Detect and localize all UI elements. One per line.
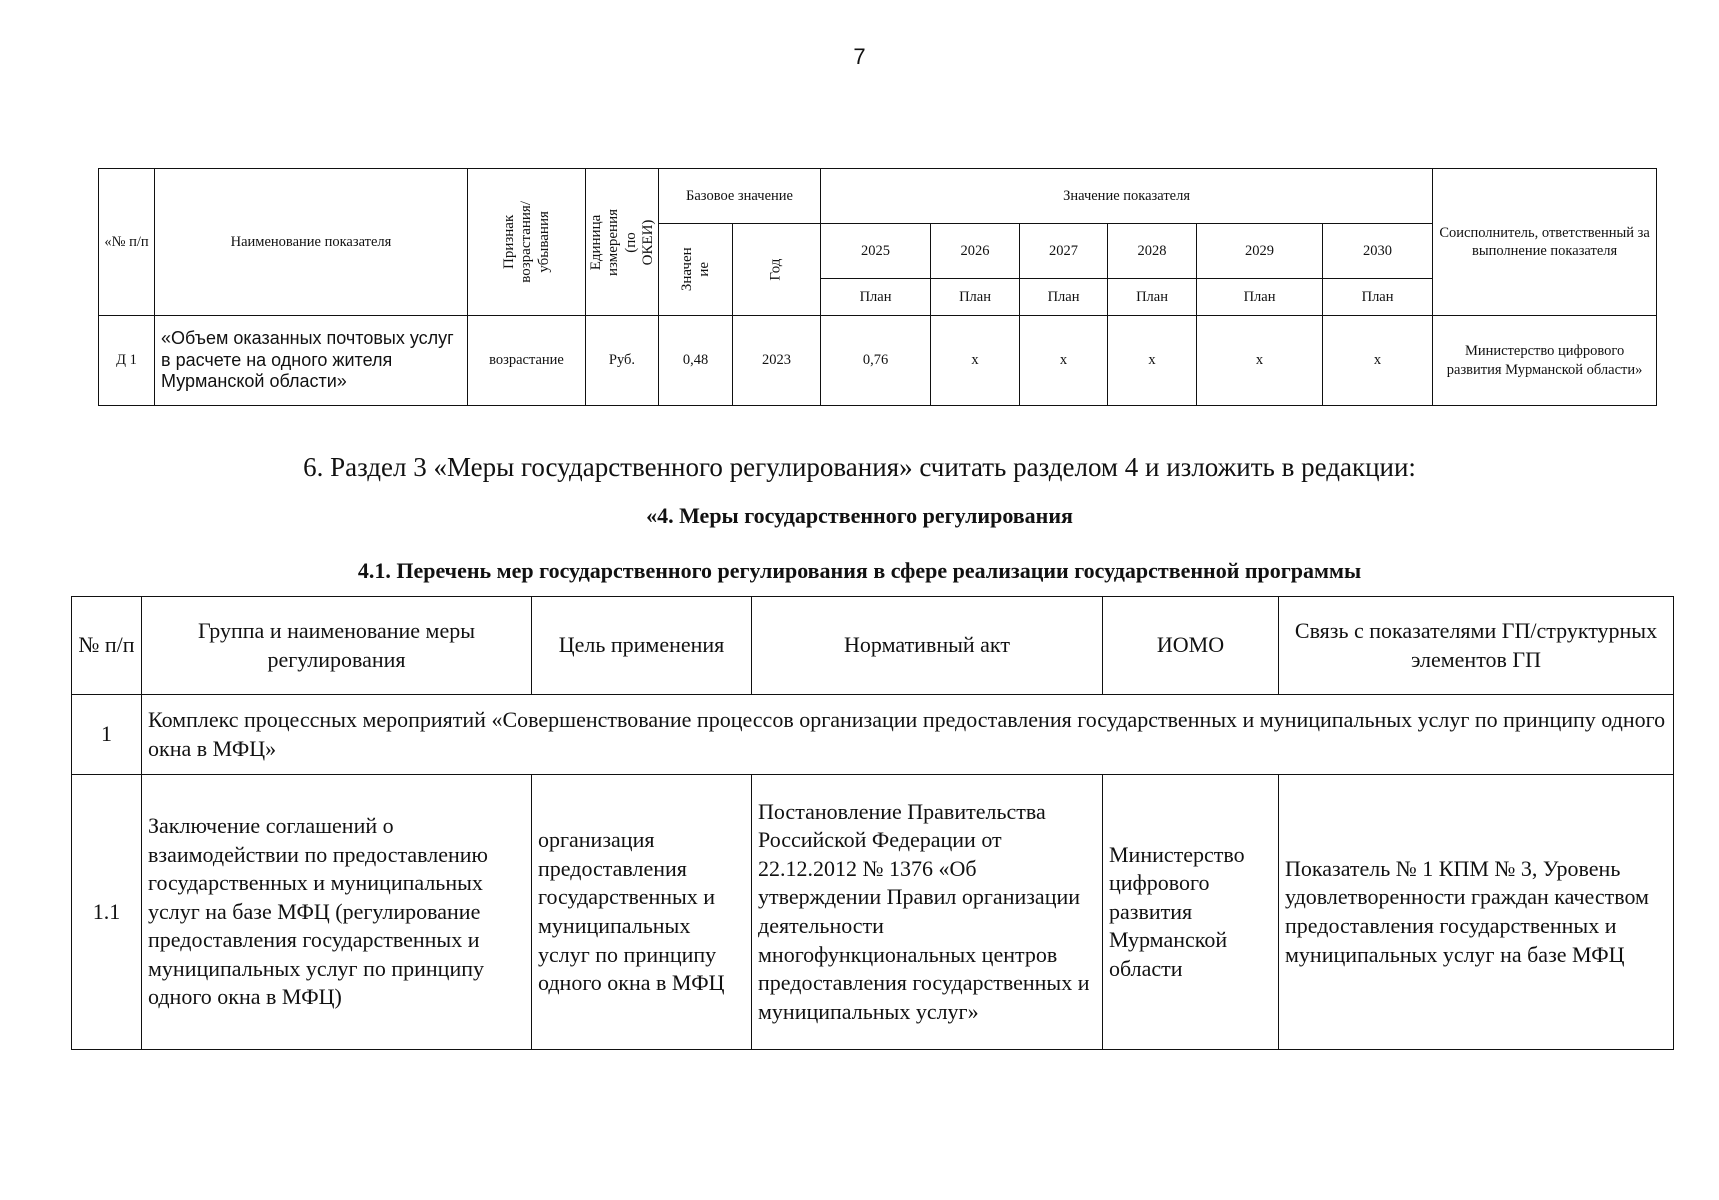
header-base-year <box>733 224 821 316</box>
measures-table <box>71 596 1674 1050</box>
group-row-num: 1 <box>72 695 142 775</box>
header-goal: Цель применения <box>532 597 752 695</box>
header-base-year-text: Год <box>767 258 784 281</box>
header-base-value <box>659 224 733 316</box>
header-base-value-text: Значен ие <box>678 247 712 292</box>
table-row <box>72 775 1674 1050</box>
header-year: 2030 <box>1323 224 1433 279</box>
header-unit <box>586 169 659 316</box>
section-heading: 6. Раздел 3 «Меры государственного регулирования» считать разделом 4 и изложить в редакции: <box>303 452 1416 482</box>
header-num: «№ п/п <box>99 169 155 316</box>
row-group: Заключение соглашений о взаимодействии по предоставлению государственных и муниципальных услуг на базе МФЦ (регулирование предоставления государственных и муниципальных услуг по принципу одного окна в МФЦ) <box>142 775 532 1050</box>
row-name: «Объем оказанных почтовых услуг в расчете на одного жителя Мурманской области» <box>155 316 468 406</box>
row-act: Постановление Правительства Российской Федерации от 22.12.2012 № 1376 «Об утверждении Правил организации деятельности многофункциональных центров предоставления государственных и муниципальных услуг» <box>752 775 1103 1050</box>
row-base-year: 2023 <box>733 316 821 406</box>
row-value: х <box>1020 316 1108 406</box>
group-row <box>72 695 1674 775</box>
header-iomo: ИОМО <box>1103 597 1279 695</box>
header-plan: План <box>1323 279 1433 316</box>
header-year: 2026 <box>931 224 1020 279</box>
row-coexecutor: Министерство цифрового развития Мурманской области» <box>1433 316 1657 406</box>
header-act: Нормативный акт <box>752 597 1103 695</box>
header-unit-text: Единица измерения (по ОКЕИ) <box>587 208 656 276</box>
row-link: Показатель № 1 КПМ № 3, Уровень удовлетворенности граждан качеством предоставления государственных и муниципальных услуг на базе МФЦ <box>1279 775 1674 1050</box>
header-link: Связь с показателями ГП/структурных элементов ГП <box>1279 597 1674 695</box>
row-base-value: 0,48 <box>659 316 733 406</box>
header-year: 2028 <box>1108 224 1197 279</box>
header-year: 2029 <box>1197 224 1323 279</box>
row-unit: Руб. <box>586 316 659 406</box>
row-value: х <box>931 316 1020 406</box>
page-number: 7 <box>853 44 866 69</box>
header-coexecutor: Соисполнитель, ответственный за выполнение показателя <box>1433 169 1657 316</box>
header-plan: План <box>821 279 931 316</box>
header-plan: План <box>1197 279 1323 316</box>
header-base: Базовое значение <box>659 169 821 224</box>
header-sign-text: Признак возрастания/ убывания <box>500 201 552 283</box>
header-num: № п/п <box>72 597 142 695</box>
indicators-table <box>98 168 1657 406</box>
header-plan: План <box>1020 279 1108 316</box>
header-plan: План <box>1108 279 1197 316</box>
header-year: 2025 <box>821 224 931 279</box>
measures-table-title: 4.1. Перечень мер государственного регулирования в сфере реализации государственной программы <box>357 558 1362 583</box>
header-year: 2027 <box>1020 224 1108 279</box>
row-num: 1.1 <box>72 775 142 1050</box>
group-row-text: Комплекс процессных мероприятий «Совершенствование процессов организации предоставления государственных и муниципальных услуг по принципу одного окна в МФЦ» <box>142 695 1674 775</box>
header-plan: План <box>931 279 1020 316</box>
header-values: Значение показателя <box>821 169 1433 224</box>
row-value: х <box>1108 316 1197 406</box>
table-row <box>99 316 1657 406</box>
row-goal: организация предоставления государственных и муниципальных услуг по принципу одного окна в МФЦ <box>532 775 752 1050</box>
sub-heading: «4. Меры государственного регулирования <box>646 503 1073 528</box>
header-name: Наименование показателя <box>155 169 468 316</box>
header-sign <box>468 169 586 316</box>
row-num: Д 1 <box>99 316 155 406</box>
row-value: х <box>1323 316 1433 406</box>
row-iomo: Министерство цифрового развития Мурманской области <box>1103 775 1279 1050</box>
header-group: Группа и наименование меры регулирования <box>142 597 532 695</box>
row-value: 0,76 <box>821 316 931 406</box>
row-sign: возрастание <box>468 316 586 406</box>
row-value: х <box>1197 316 1323 406</box>
